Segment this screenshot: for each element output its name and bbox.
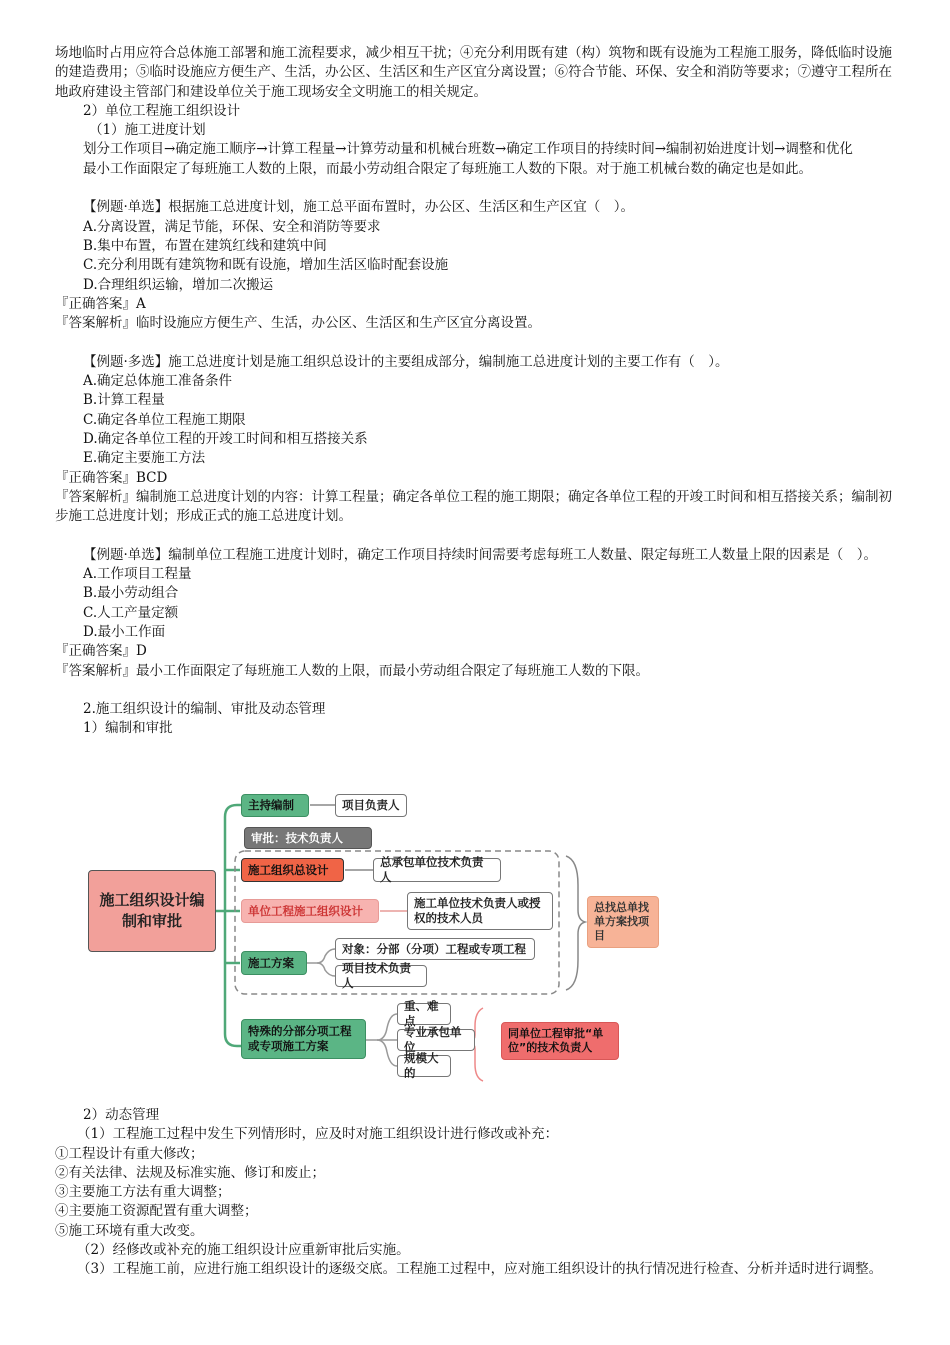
q1-option: C.充分利用既有建筑物和既有设施，增加生活区临时配套设施 <box>83 257 449 274</box>
q3-answer: 『正确答案』D <box>55 643 147 660</box>
special-note-node: 同单位工程审批“单位”的技术负责人 <box>501 1022 619 1060</box>
intro-paragraph: 场地临时占用应符合总体施工部署和施工流程要求，减少相互干扰；④充分利用既有建（构）筑物和既有设施为工程施工服务，降低临时设施的建造费用；⑤临时设施应方便生产、生活，办公区、生活区和生产区宜分离设置；⑥符合节能、环保、安全和消防等要求；⑦遵守工程所在地政府建设主管部门和建设单位关于施工现场安全文明施工的相关规定。 <box>55 45 892 100</box>
dynamic-3: （3）工程施工前，应进行施工组织设计的逐级交底。工程施工过程中，应对施工组织设计的执行情况进行检查、分析并适时进行调整。 <box>77 1261 883 1278</box>
general-design-node: 施工组织总设计 <box>241 858 344 882</box>
q2-stem: 【例题·多选】施工总进度计划是施工组织总设计的主要组成部分，编制施工总进度计划的主要工作有（ ）。 <box>83 353 729 370</box>
note-paragraph: 最小工作面限定了每班施工人数的上限，而最小劳动组合限定了每班施工人数的下限。对于施工机械台数的确定也是如此。 <box>83 160 812 177</box>
q1-stem: 【例题·单选】根据施工总进度计划，施工总平面布置时，办公区、生活区和生产区宜（ ）。 <box>83 199 635 216</box>
mnemonic-node: 总找总单找单方案找项目 <box>587 896 659 948</box>
mindmap <box>85 790 685 1090</box>
q3-analysis: 『答案解析』最小工作面限定了每班施工人数的上限，而最小劳动组合限定了每班施工人数的下限。 <box>55 662 649 679</box>
dynamic-item: ⑤施工环境有重大改变。 <box>55 1222 204 1239</box>
section2-sub2: 2）动态管理 <box>83 1107 160 1123</box>
q3-option: B.最小劳动组合 <box>83 585 179 602</box>
connector <box>366 1014 397 1040</box>
q3-option: A.工作项目工程量 <box>83 566 192 583</box>
dynamic-item: ②有关法律、法规及标准实施、修订和废止； <box>55 1164 325 1181</box>
q1-answer: 『正确答案』A <box>55 295 146 312</box>
unit-design-node: 单位工程施工组织设计 <box>241 899 379 923</box>
scheme-who-node: 项目技术负责人 <box>335 965 427 987</box>
section2-sub1: 1）编制和审批 <box>83 720 173 737</box>
q2-option: D.确定各单位工程的开竣工时间和相互搭接关系 <box>83 430 368 447</box>
connector <box>307 949 335 963</box>
unit-who-node: 施工单位技术负责人或授权的技术人员 <box>407 892 553 930</box>
text-block-bottom <box>55 1106 900 1280</box>
q2-answer: 『正确答案』BCD <box>55 469 168 486</box>
group-brace <box>566 856 585 990</box>
dynamic-2: （2）经修改或补充的施工组织设计应重新审批后实施。 <box>77 1242 410 1259</box>
q3-stem: 【例题·单选】编制单位工程施工进度计划时，确定工作项目持续时间需要考虑每班工人数量、限定每班工人数量上限的因素是（ ）。 <box>83 546 878 563</box>
q1-option: A.分离设置，满足节能，环保、安全和消防等要求 <box>83 218 381 235</box>
q1-option: B.集中布置，布置在建筑红线和建筑中间 <box>83 237 327 254</box>
scheme-node: 施工方案 <box>241 951 307 975</box>
connector <box>377 1040 397 1066</box>
host-who-node: 项目负责人 <box>335 794 407 817</box>
q2-option: A.确定总体施工准备条件 <box>83 373 233 390</box>
dynamic-item: ③主要施工方法有重大调整； <box>55 1184 231 1201</box>
heading-schedule: （1）施工进度计划 <box>89 122 206 139</box>
q1-option: D.合理组织运输，增加二次搬运 <box>83 276 274 293</box>
q2-analysis: 『答案解析』编制施工总进度计划的内容：计算工程量；确定各单位工程的施工期限；确定各单位工程的开竣工时间和相互搭接关系；编制初步施工总进度计划；形成正式的施工总进度计划。 <box>55 488 892 525</box>
connector <box>317 963 335 976</box>
general-who-node: 总承包单位技术负责人 <box>373 858 501 882</box>
q3-option: C.人工产量定额 <box>83 604 179 621</box>
special-scheme-node: 特殊的分部分项工程或专项施工方案 <box>241 1019 366 1059</box>
steps-paragraph: 划分工作项目→确定施工顺序→计算工程量→计算劳动量和机械台班数→确定工作项目的持续时间→编制初始进度计划→调整和优化 <box>83 141 853 158</box>
approve-node: 审批：技术负责人 <box>244 827 372 849</box>
host-node: 主持编制 <box>241 794 309 817</box>
special-item-node: 规模大的 <box>397 1055 451 1077</box>
mindmap-root: 施工组织设计编制和审批 <box>88 870 216 952</box>
text-block-top <box>55 44 900 739</box>
dynamic-intro: （1）工程施工过程中发生下列情形时，应及时对施工组织设计进行修改或补充： <box>77 1126 559 1143</box>
scheme-object-node: 对象：分部（分项）工程或专项工程 <box>335 938 535 960</box>
section2-title: 2.施工组织设计的编制、审批及动态管理 <box>83 701 326 718</box>
dynamic-item: ①工程设计有重大修改； <box>55 1145 204 1162</box>
q1-analysis: 『答案解析』临时设施应方便生产、生活，办公区、生活区和生产区宜分离设置。 <box>55 315 541 332</box>
dynamic-item: ④主要施工资源配置有重大调整； <box>55 1203 258 1220</box>
connector <box>216 805 243 911</box>
heading-unit-design: 2）单位工程施工组织设计 <box>83 102 241 119</box>
q3-option: D.最小工作面 <box>83 623 166 640</box>
q2-option: B.计算工程量 <box>83 392 165 409</box>
q2-option: C.确定各单位工程施工期限 <box>83 411 246 428</box>
special-item-node: 专业承包单位 <box>397 1029 475 1051</box>
q2-option: E.确定主要施工方法 <box>83 450 206 467</box>
special-item-node: 重、难点 <box>397 1003 451 1025</box>
